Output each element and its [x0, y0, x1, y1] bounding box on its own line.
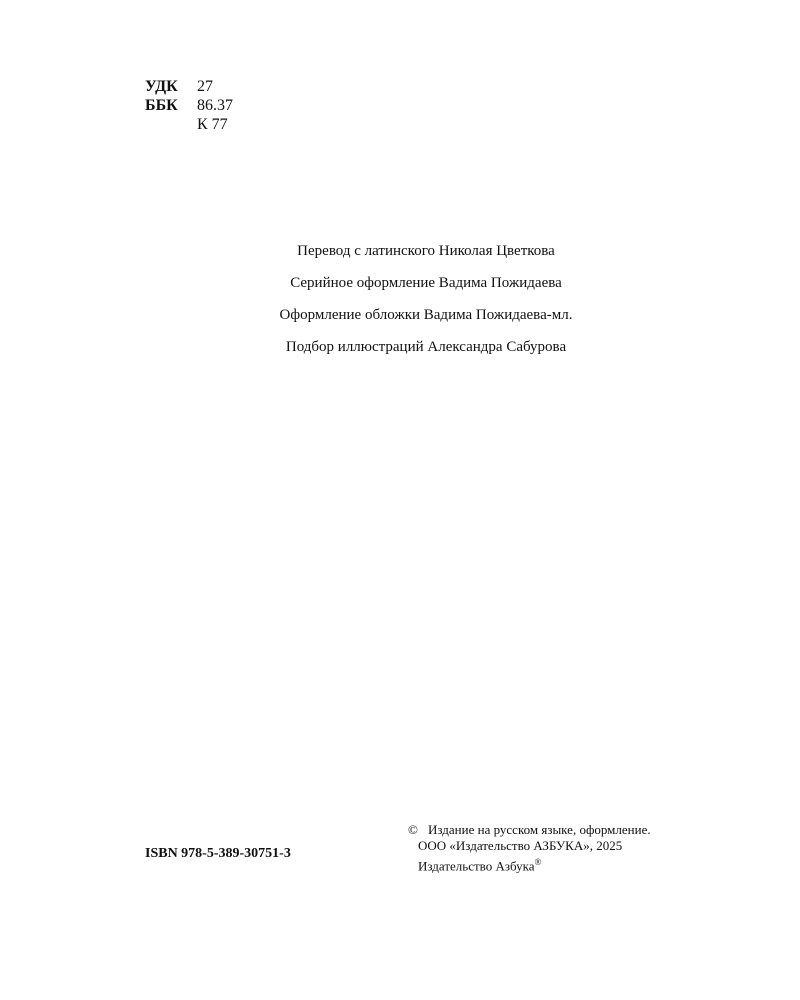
credits-block — [0, 240, 800, 368]
copyright-line-1: Издание на русском языке, оформление. — [428, 822, 651, 837]
author-sign: К 77 — [197, 116, 228, 133]
author-sign-row — [145, 115, 233, 134]
udk-row — [145, 77, 233, 96]
credit-translation: Перевод с латинского Николая Цветкова — [297, 243, 555, 259]
copyright-block — [408, 822, 651, 874]
bbk-row — [145, 96, 233, 115]
credit-series-design: Серийное оформление Вадима Пожидаева — [290, 275, 562, 291]
isbn: ISBN 978-5-389-30751-3 — [145, 846, 291, 861]
credit-cover-design: Оформление обложки Вадима Пожидаева-мл. — [279, 307, 573, 323]
copyright-line-3 — [418, 854, 651, 874]
copyright-row — [408, 822, 651, 874]
registered-trademark: ® — [534, 857, 542, 867]
copyright-line-2: ООО «Издательство АЗБУКА», 2025 — [418, 838, 623, 853]
copyright-lines — [418, 822, 651, 874]
udk-value: 27 — [197, 78, 213, 95]
udk-label: УДК — [145, 78, 178, 95]
bbk-label: ББК — [145, 97, 178, 114]
bibliographic-codes — [145, 77, 233, 134]
credit-illustrations: Подбор иллюстраций Александра Сабурова — [285, 339, 567, 355]
copyright-line-3-text: Издательство Азбука — [418, 858, 535, 874]
bbk-value: 86.37 — [197, 97, 233, 114]
copyright-symbol: © — [408, 822, 418, 837]
